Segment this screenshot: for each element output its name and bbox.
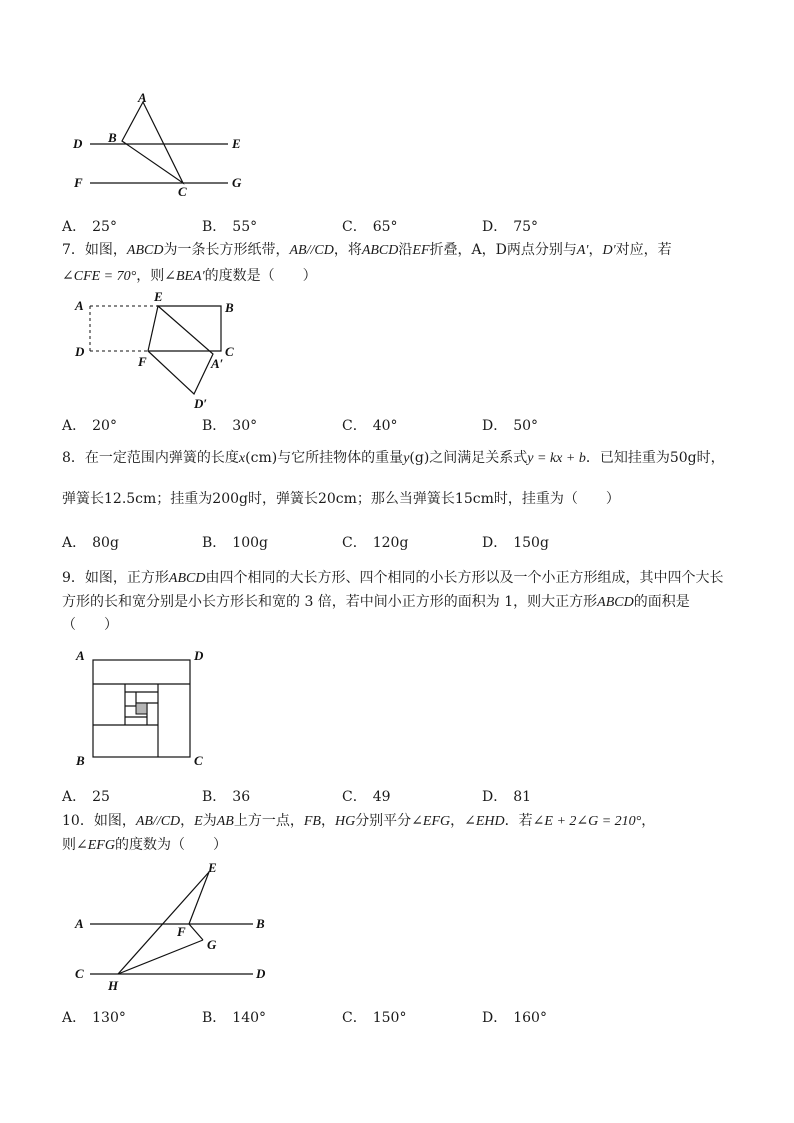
q7-option-c: C． 40° <box>342 418 398 434</box>
q7-label-a: A <box>75 298 84 313</box>
q6-label-f: F <box>74 175 83 190</box>
q6-label-b: B <box>108 130 117 145</box>
q6-label-d: D <box>73 136 83 151</box>
q10-option-d: D． 160° <box>482 1010 547 1026</box>
q7-text-line1: 7．如图，ABCD为一条长方形纸带，AB//CD，将ABCD沿EF折叠，A，D两点分别与A′，D′对应，若 <box>62 242 672 258</box>
q6-option-a: A． 25° <box>62 219 117 235</box>
q9-label-d: D <box>194 648 204 663</box>
q7-folded-part <box>148 306 213 394</box>
q9-label-c: C <box>194 753 203 768</box>
q8-text-line1: 8．在一定范围内弹簧的长度x(cm)与它所挂物体的重量y(g)之间满足关系式y = kx + b．已知挂重为50g时， <box>62 450 725 466</box>
q10-label-b: B <box>256 916 265 931</box>
q7-label-e: E <box>154 290 163 304</box>
q10-label-d: D <box>256 966 266 981</box>
q7-label-a1: A′ <box>211 356 224 371</box>
q10-label-e: E <box>208 860 217 875</box>
q9-label-a: A <box>76 648 85 663</box>
q8-option-d: D． 150g <box>482 535 549 551</box>
q10-option-b: B． 140° <box>202 1010 267 1026</box>
q9-option-b: B． 36 <box>202 789 251 805</box>
q10-text-line2: 则∠EFG的度数为（ ） <box>62 837 227 853</box>
q10-seg-ef <box>189 872 209 924</box>
q7-option-b: B． 30° <box>202 418 258 434</box>
q7-label-c: C <box>225 344 234 359</box>
q6-option-c: C． 65° <box>342 219 398 235</box>
q9-figure <box>70 643 215 771</box>
q9-label-b: B <box>76 753 85 768</box>
q9-option-a: A． 25 <box>62 789 110 805</box>
q6-option-b: B． 55° <box>202 219 258 235</box>
q10-label-h: H <box>108 978 119 993</box>
q10-option-a: A． 130° <box>62 1010 126 1026</box>
q7-option-a: A． 20° <box>62 418 117 434</box>
q10-text-line1: 10．如图，AB//CD，E为AB上方一点，FB，HG分别平分∠EFG，∠EHD．若∠E + 2∠G = 210°， <box>62 813 656 829</box>
q7-label-d1: D′ <box>194 396 208 410</box>
q10-seg-fg <box>189 924 203 940</box>
q10-seg-gh <box>118 940 203 974</box>
q8-text-line2: 弹簧长12.5cm；挂重为200g时，弹簧长20cm；那么当弹簧长15cm时，挂重为（ ） <box>62 491 620 507</box>
q6-triangle-abc <box>122 102 183 183</box>
q6-label-a: A <box>138 90 147 105</box>
q9-option-c: C． 49 <box>342 789 391 805</box>
q9-text-line1: 9．如图，正方形ABCD由四个相同的大长方形、四个相同的小长方形以及一个小正方形组成，其中四个大长 <box>62 570 724 586</box>
q10-figure <box>70 858 275 993</box>
q6-option-d: D． 75° <box>482 219 539 235</box>
q10-label-g: G <box>207 937 217 952</box>
q7-label-f: F <box>138 354 147 369</box>
q9-option-d: D． 81 <box>482 789 532 805</box>
q10-label-c: C <box>75 966 84 981</box>
q7-text-line2: ∠CFE = 70°，则∠BEA′的度数是（ ） <box>62 268 317 284</box>
q9-center-square <box>136 703 147 714</box>
q10-label-a: A <box>75 916 84 931</box>
q8-option-c: C． 120g <box>342 535 409 551</box>
q7-label-b: B <box>225 300 234 315</box>
q10-option-c: C． 150° <box>342 1010 407 1026</box>
q7-option-d: D． 50° <box>482 418 539 434</box>
q6-label-c: C <box>178 184 187 199</box>
q10-seg-he <box>118 872 209 974</box>
q6-figure <box>70 90 260 200</box>
q7-label-d: D <box>75 344 85 359</box>
q8-option-a: A． 80g <box>62 535 119 551</box>
q6-label-g: G <box>232 175 242 190</box>
q8-option-b: B． 100g <box>202 535 268 551</box>
q10-label-f: F <box>177 924 186 939</box>
q9-text-line2: 方形的长和宽分别是小长方形长和宽的 3 倍，若中间小正方形的面积为 1，则大正方形ABCD的面积是 <box>62 594 690 610</box>
q7-figure <box>70 290 245 410</box>
q9-text-line3: （ ） <box>62 617 118 633</box>
q6-label-e: E <box>232 136 241 151</box>
